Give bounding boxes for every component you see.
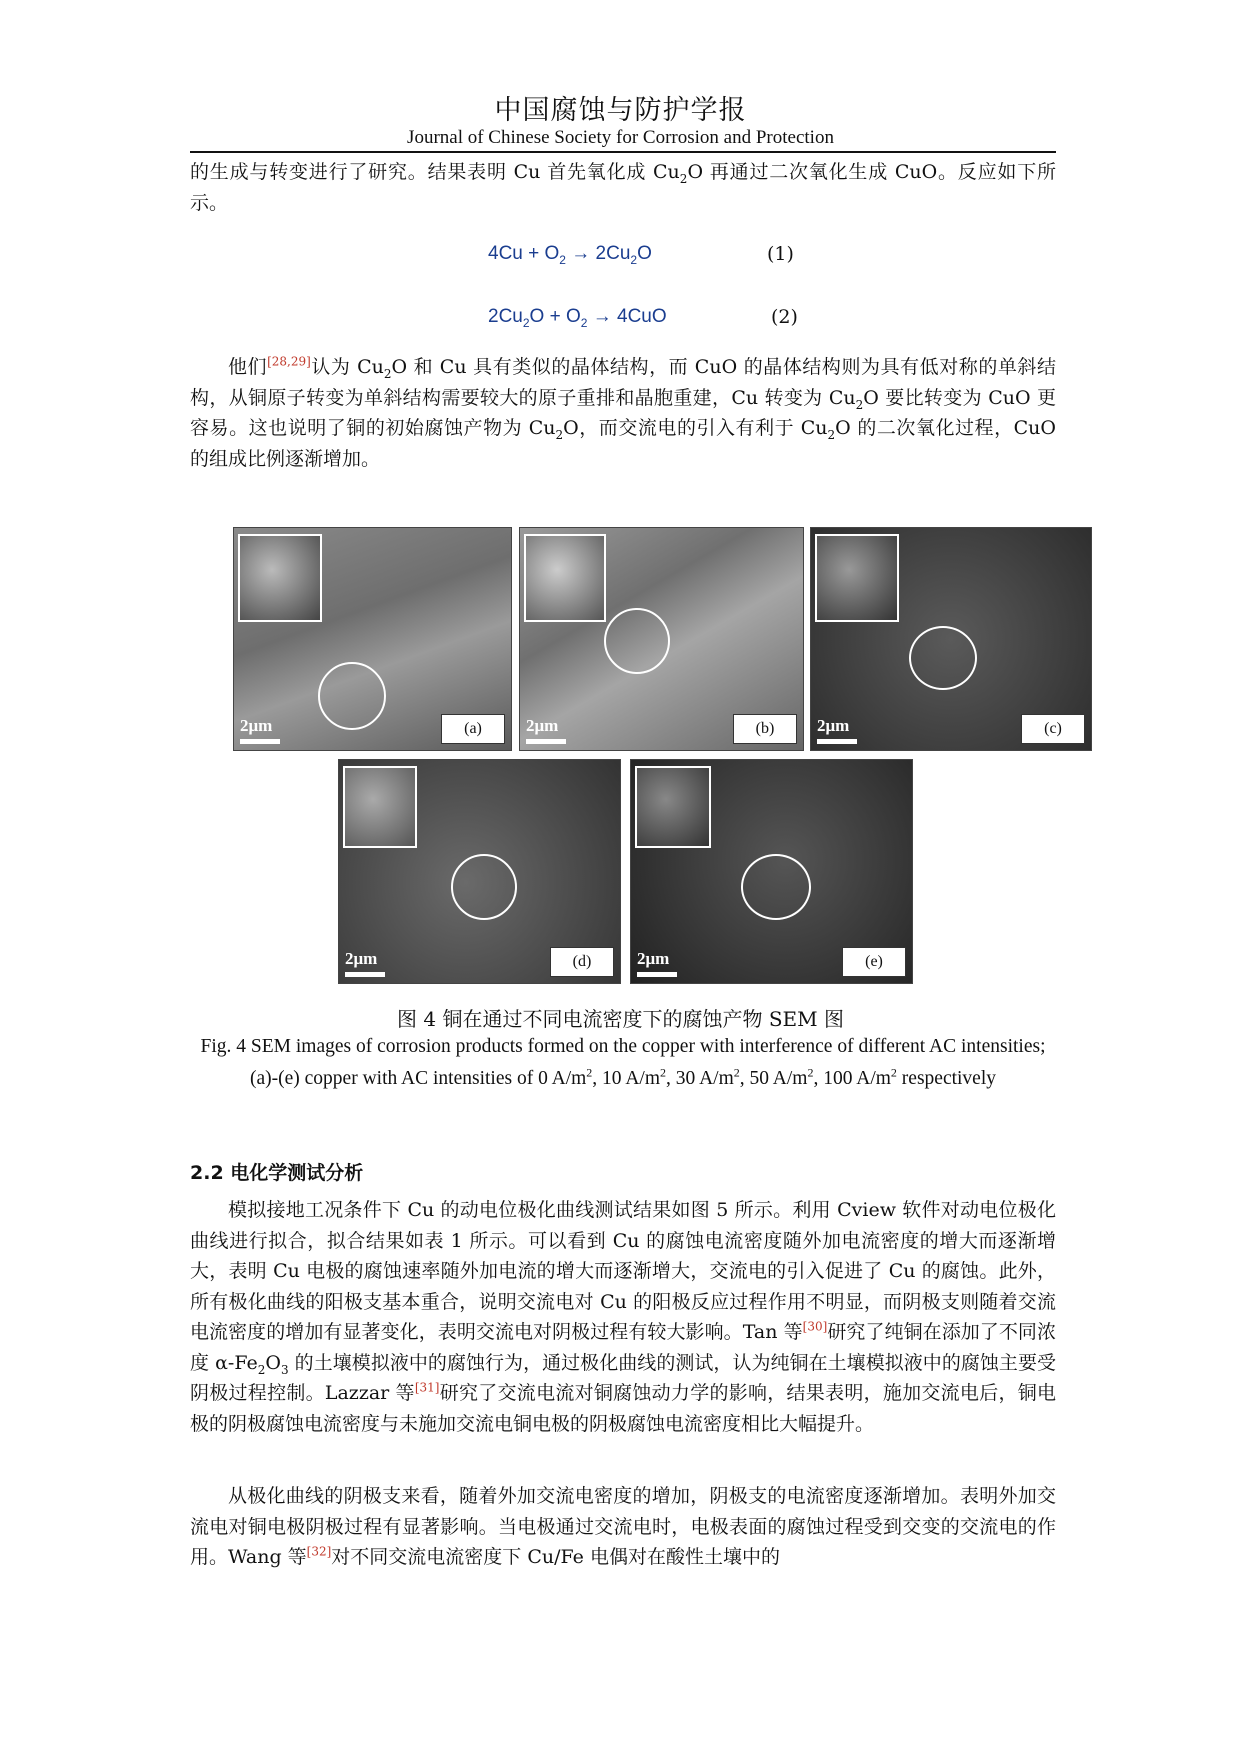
section-heading: 2.2 电化学测试分析 xyxy=(190,1162,364,1184)
citation-32[interactable]: [32] xyxy=(306,1544,332,1559)
equation-1-number: (1) xyxy=(767,243,794,265)
paragraph-crystal-structure: 他们[28,29]认为 $Cu_2O$ 和 Cu 具有类似的晶体结构，而 CuO 的晶体结构则为具有低对称的单斜结构，从铜原子转变为单斜结构需要较大的原子重排和晶胞重建，Cu 转变为 $Cu_2O$ 要比转变为 CuO 更容易。这也说明了铜的初始腐蚀产物为 $Cu_2O$，而交流电的引入有利于 $Cu_2O$ 的二次氧化过程，CuO 的组成比例逐渐增加。 xyxy=(190,354,1056,470)
citation-31[interactable]: [31] xyxy=(414,1380,440,1395)
sem-panel-b xyxy=(519,527,804,751)
scale-label: 2μm xyxy=(637,949,670,968)
scale-bar xyxy=(345,972,385,977)
equation-1: $4Cu + O_2 \to 2Cu_2O$ xyxy=(488,243,652,267)
equation-2-number: (2) xyxy=(771,306,798,328)
scale-label: 2μm xyxy=(526,716,559,735)
scale-bar xyxy=(637,972,677,977)
highlight-circle xyxy=(451,854,517,920)
header-divider xyxy=(190,151,1056,153)
panel-label-a: (a) xyxy=(441,714,505,744)
sem-panel-e xyxy=(630,759,913,984)
highlight-circle xyxy=(909,626,977,690)
panel-label-b: (b) xyxy=(733,714,797,744)
figure-caption-cn: 图 4 铜在通过不同电流密度下的腐蚀产物 SEM 图 xyxy=(397,1007,844,1031)
sem-panel-c xyxy=(810,527,1092,751)
paragraph-polarization: 模拟接地工况条件下 Cu 的动电位极化曲线测试结果如图 5 所示。利用 Cview 软件对动电位极化曲线进行拟合，拟合结果如表 1 所示。可以看到 Cu 的腐蚀电流密度随外加电流密度的增大而逐渐增大，表明 Cu 电极的腐蚀速率随外加电流的增大而逐渐增大，交流电的引入促进了 Cu 的腐蚀。此外，所有极化曲线的阳极支基本重合，说明交流电对 Cu 的阳极反应过程作用不明显，而阴极支则随着交流电流密度的增加有显著变化，表明交流电对阴极过程有较大影响。Tan 等[30]研究了纯铜在添加了不同浓度 $\alpha-Fe_2O_3$ 的土壤模拟液中的腐蚀行为，通过极化曲线的测试，认为纯铜在土壤模拟液中的腐蚀主要受阴极过程控制。Lazzar 等[31]研究了交流电流对铜腐蚀动力学的影响，结果表明，施加交流电后，铜电极的阴极腐蚀电流密度与未施加交流电铜电极的阴极腐蚀电流密度相比大幅提升。 xyxy=(190,1199,1056,1435)
scale-bar xyxy=(240,739,280,744)
scale-bar xyxy=(526,739,566,744)
scale-label: 2μm xyxy=(817,716,850,735)
figure-caption-en: Fig. 4 SEM images of corrosion products formed on the copper with interference of different AC intensities; (a)-(e) copper with AC intensities of 0 $A/m^2$, 10 $A/m^2$, 30 $A/m^2$, 50 $A/m^2$, 100 $A/m^2$ respectively xyxy=(200,1036,1046,1089)
sem-panel-a xyxy=(233,527,512,751)
scale-label: 2μm xyxy=(345,949,378,968)
inset-zoom xyxy=(238,534,322,622)
citation-30[interactable]: [30] xyxy=(802,1319,828,1334)
inset-zoom xyxy=(343,766,417,848)
panel-label-d: (d) xyxy=(550,947,614,977)
inset-zoom xyxy=(815,534,899,622)
sem-panel-d xyxy=(338,759,621,984)
equation-2: $2Cu_2O + O_2 \to 4CuO$ xyxy=(488,306,667,330)
panel-label-c: (c) xyxy=(1021,714,1085,744)
highlight-circle xyxy=(741,854,811,920)
inset-zoom xyxy=(635,766,711,848)
panel-label-e: (e) xyxy=(842,947,906,977)
journal-title-en: Journal of Chinese Society for Corrosion and Protection xyxy=(407,127,834,148)
scale-bar xyxy=(817,739,857,744)
intro-paragraph: 的生成与转变进行了研究。结果表明 Cu 首先氧化成 $Cu_2O$ 再通过二次氧化生成 CuO。反应如下所示。 xyxy=(190,161,1056,214)
paragraph-cathodic-branch: 从极化曲线的阴极支来看，随着外加交流电密度的增加，阴极支的电流密度逐渐增加。表明外加交流电对铜电极阴极过程有显著影响。当电极通过交流电时，电极表面的腐蚀过程受到交变的交流电的作用。Wang 等[32]对不同交流电流密度下 Cu/Fe 电偶对在酸性土壤中的 xyxy=(190,1485,1056,1568)
citation-28-29[interactable]: [28,29] xyxy=(267,354,311,369)
inset-zoom xyxy=(524,534,606,622)
highlight-circle xyxy=(604,608,670,674)
journal-title-cn: 中国腐蚀与防护学报 xyxy=(494,95,747,126)
scale-label: 2μm xyxy=(240,716,273,735)
highlight-circle xyxy=(318,662,386,730)
